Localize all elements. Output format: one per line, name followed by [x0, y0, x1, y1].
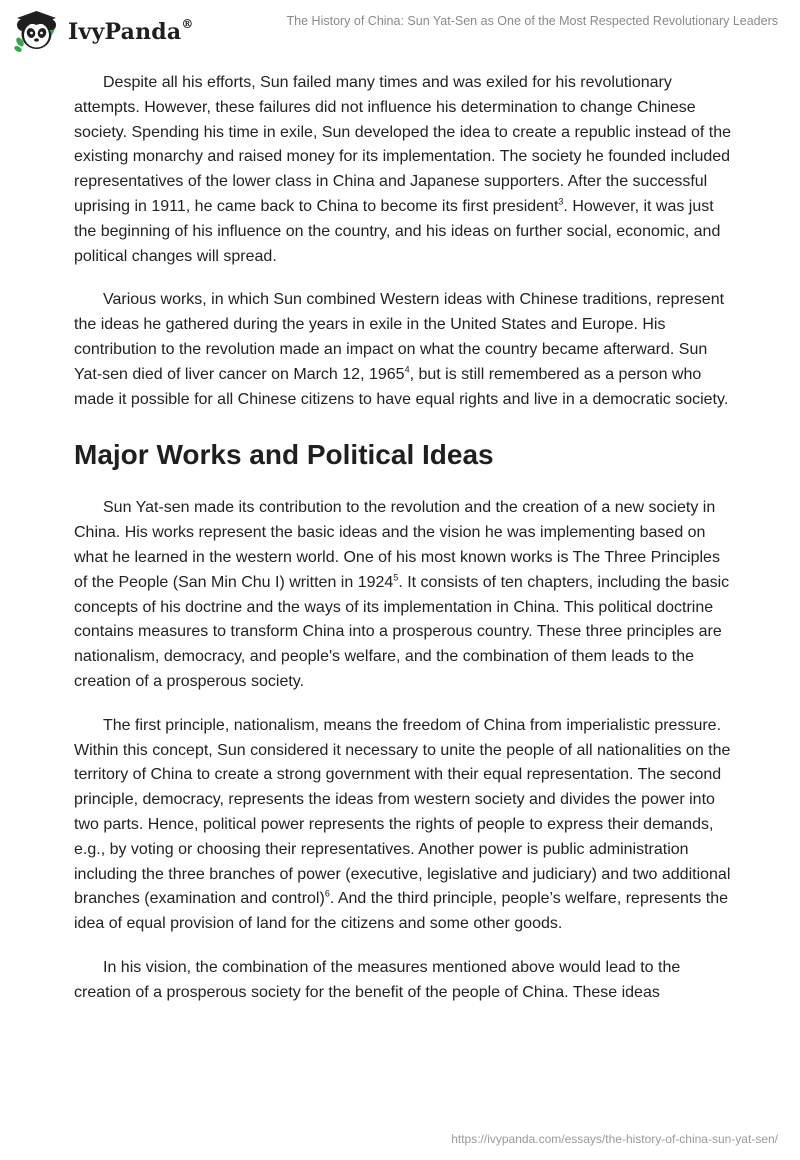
page-header [0, 0, 800, 70]
paragraph-text: The first principle, nationalism, means the freedom of China from imperialistic pressure. Within this concept, Sun considered it necessary to unite the people of all nationalities on the territory of China to create a strong government with their equal representation. The second principle, democracy, represents the ideas from western society and divides the power into two parts. Hence, political power represents the rights of people to express their demands, e.g., by voting or choosing their representatives. Another power is public administration including the three branches of power (executive, legislative and judiciary) and two additional branches (examination and control) [74, 716, 731, 908]
logo-wordmark: IvyPanda [68, 19, 182, 45]
paragraph-text: In his vision, the combination of the measures mentioned above would lead to the creation of a prosperous society for the benefit of the people of China. These ideas [74, 958, 681, 1001]
paragraph-text: , but is still remembered as a person who made it possible for all Chinese citizens to have equal rights and live in a democratic society. [74, 365, 729, 408]
footnote-marker[interactable]: 3 [558, 196, 564, 207]
essay-content [74, 71, 734, 1025]
paragraph-text: . However, it was just the beginning of his influence on the country, and his ideas on further social, economic, and political changes will spread. [74, 197, 721, 265]
ivypanda-logo[interactable] [14, 9, 194, 55]
footnote-marker[interactable]: 5 [393, 572, 399, 583]
paragraph-text: Sun Yat-sen made its contribution to the revolution and the creation of a new society in China. His works represent the basic ideas and the vision he was implementing based on what he learned in the western world. One of his most known works is The Three Principles of the People (San Min Chu I) written in 1924 [74, 499, 720, 591]
document-title: The History of China: Sun Yat-Sen as One of the Most Respected Revolutionary Leaders [286, 14, 778, 28]
paragraph-text: Various works, in which Sun combined Western ideas with Chinese traditions, represent the ideas he gathered during the years in exile in the United States and Europe. His contribution to the revolution made an impact on what the country became afterward. Sun Yat-sen died of liver cancer on March 12, 1965 [74, 291, 725, 383]
paragraph-three-principles [74, 496, 734, 694]
footnote-marker[interactable]: 6 [324, 888, 330, 899]
paragraph-works [74, 288, 734, 412]
section-heading: Major Works and Political Ideas [74, 439, 494, 471]
paragraph-text: . It consists of ten chapters, including the basic concepts of his doctrine and the ways of its implementation in China. This political doctrine contains measures to transform China into a prosperous country. These three principles are nationalism, democracy, and people's welfare, and the combination of them leads to the creation of a prosperous society. [74, 573, 730, 690]
paragraph-text: Despite all his efforts, Sun failed many times and was exiled for his revolutionary attempts. However, these failures did not influence his determination to change Chinese society. Spending his time in exile, Sun developed the idea to create a republic instead of the existing monarchy and raised money for its implementation. The society he founded included representatives of the lower class in China and Japanese supporters. After the successful uprising in 1911, he came back to China to become its first president [74, 74, 732, 215]
paragraph-vision [74, 956, 734, 1006]
paragraph-exile [74, 71, 734, 269]
logo-text [68, 19, 194, 45]
footnote-marker[interactable]: 4 [404, 364, 410, 375]
paragraph-principles-detail [74, 714, 734, 937]
paragraph-text: . And the third principle, people’s welfare, represents the idea of equal provision of land for the citizens and some other goods. [74, 890, 728, 933]
panda-graduate-icon [14, 9, 62, 53]
source-url[interactable]: https://ivypanda.com/essays/the-history-of-china-sun-yat-sen/ [451, 1132, 778, 1146]
registered-mark: ® [181, 17, 194, 31]
